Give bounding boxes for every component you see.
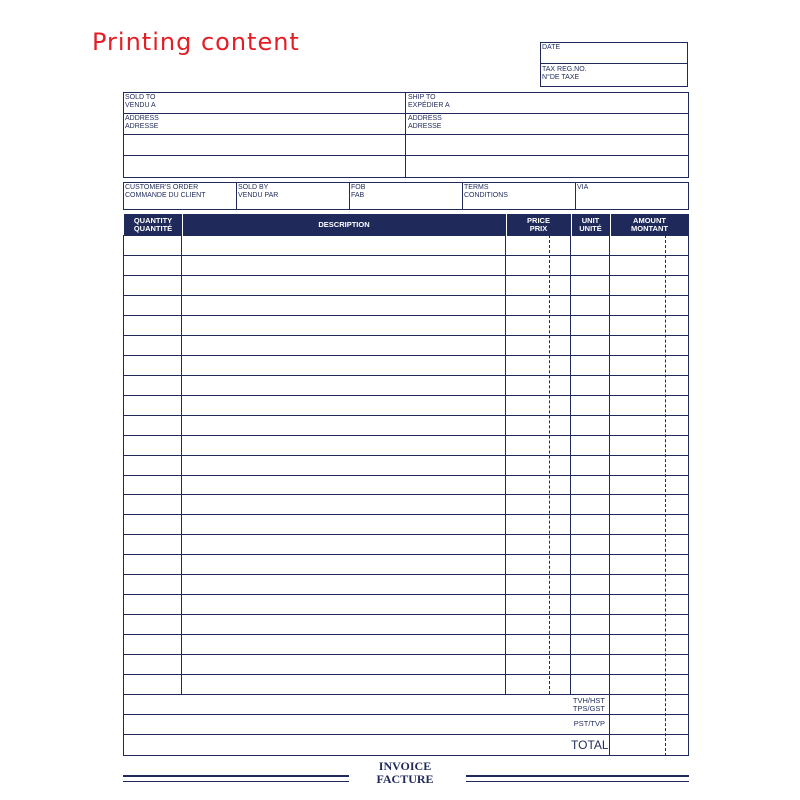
date-label: DATE (542, 44, 561, 51)
address-row-line-3 (123, 155, 689, 156)
item-row-line (123, 594, 689, 595)
order-divider-1 (236, 182, 237, 210)
column-unit-fr: UNITÉ (579, 224, 602, 233)
page-title: Printing content (92, 28, 300, 56)
column-price-en: PRICE (527, 216, 550, 225)
total-label: TOTAL (571, 738, 609, 752)
column-unit-en: UNIT (581, 216, 600, 225)
column-price-fr: PRIX (529, 224, 548, 233)
footer-bar-left-thin (123, 781, 349, 782)
item-row-line (123, 255, 689, 256)
order-divider-4 (575, 182, 576, 210)
sold-by-label-fr: VENDU PAR (238, 192, 279, 199)
totals-top-line (123, 694, 689, 695)
col-divider-quantity (181, 235, 182, 694)
col-divider-price-cents (549, 235, 550, 694)
pst-label: PST/TVP (573, 719, 605, 728)
item-row-line (123, 335, 689, 336)
column-quantity-en: QUANTITY (133, 216, 173, 225)
sold-to-label-fr: VENDU A (125, 102, 156, 109)
items-table-header (124, 214, 689, 236)
sold-by-label-en: SOLD BY (238, 184, 269, 191)
terms-label-en: TERMS (464, 184, 489, 191)
item-row-line (123, 275, 689, 276)
col-divider-description (505, 235, 506, 694)
hst-label-en: TVH/HST (572, 696, 605, 705)
item-row-line (123, 514, 689, 515)
item-row-line (123, 534, 689, 535)
column-header-unit (571, 214, 610, 236)
item-row-line (123, 574, 689, 575)
col-divider-price (570, 235, 571, 694)
ship-to-label-en: SHIP TO (408, 94, 436, 101)
sold-address-label-fr: ADRESSE (125, 123, 159, 130)
column-header-quantity (124, 214, 182, 236)
item-row-line (123, 654, 689, 655)
item-row-line (123, 435, 689, 436)
column-header-amount (610, 214, 689, 236)
column-amount-fr: MONTANT (631, 224, 668, 233)
item-row-line (123, 455, 689, 456)
via-label: VIA (577, 184, 589, 191)
address-box (123, 92, 689, 178)
item-row-line (123, 554, 689, 555)
ship-address-label-fr: ADRESSE (408, 123, 442, 130)
column-description: DESCRIPTION (318, 220, 370, 229)
item-row-line (123, 614, 689, 615)
gst-label-fr: TPS/GST (572, 704, 605, 713)
totals-line-3 (123, 734, 689, 735)
ship-to-label-fr: EXPÉDIER A (408, 102, 450, 109)
fob-label-en: FOB (351, 184, 366, 191)
date-tax-divider (540, 63, 688, 64)
item-row-line (123, 494, 689, 495)
address-row-line-1 (123, 113, 689, 114)
item-row-line (123, 634, 689, 635)
column-header-price (506, 214, 571, 236)
item-row-line (123, 415, 689, 416)
order-info-box (123, 182, 689, 210)
column-amount-en: AMOUNT (633, 216, 666, 225)
item-row-line (123, 674, 689, 675)
address-row-line-2 (123, 134, 689, 135)
customer-order-label-en: CUSTOMER'S ORDER (125, 184, 199, 191)
ship-address-label-en: ADDRESS (408, 115, 442, 122)
col-divider-amount-cents (665, 235, 666, 756)
tax-label-fr: N°DE TAXE (542, 74, 580, 81)
footer-title-fr: FACTURE (376, 772, 434, 786)
footer-bar-right (466, 775, 689, 777)
item-row-line (123, 315, 689, 316)
item-row-line (123, 355, 689, 356)
footer-bar-right-thin (466, 781, 689, 782)
items-table-body (123, 235, 689, 756)
item-row-line (123, 475, 689, 476)
col-divider-unit (609, 235, 610, 756)
sold-to-label-en: SOLD TO (125, 94, 156, 101)
column-quantity-fr: QUANTITÉ (133, 224, 173, 233)
footer-title (350, 760, 460, 786)
footer-title-en: INVOICE (378, 759, 432, 773)
item-row-line (123, 375, 689, 376)
terms-label-fr: CONDITIONS (464, 192, 508, 199)
sold-address-label-en: ADDRESS (125, 115, 159, 122)
tax-label-en: TAX REG.NO. (542, 66, 587, 73)
order-divider-2 (349, 182, 350, 210)
address-box-center-divider (405, 92, 406, 178)
order-divider-3 (462, 182, 463, 210)
footer-bar-left (123, 775, 349, 777)
fob-label-fr: FAB (351, 192, 365, 199)
item-row-line (123, 395, 689, 396)
item-row-line (123, 295, 689, 296)
totals-line-2 (123, 714, 689, 715)
column-header-description (182, 214, 506, 236)
customer-order-label-fr: COMMANDE DU CLIENT (125, 192, 206, 199)
